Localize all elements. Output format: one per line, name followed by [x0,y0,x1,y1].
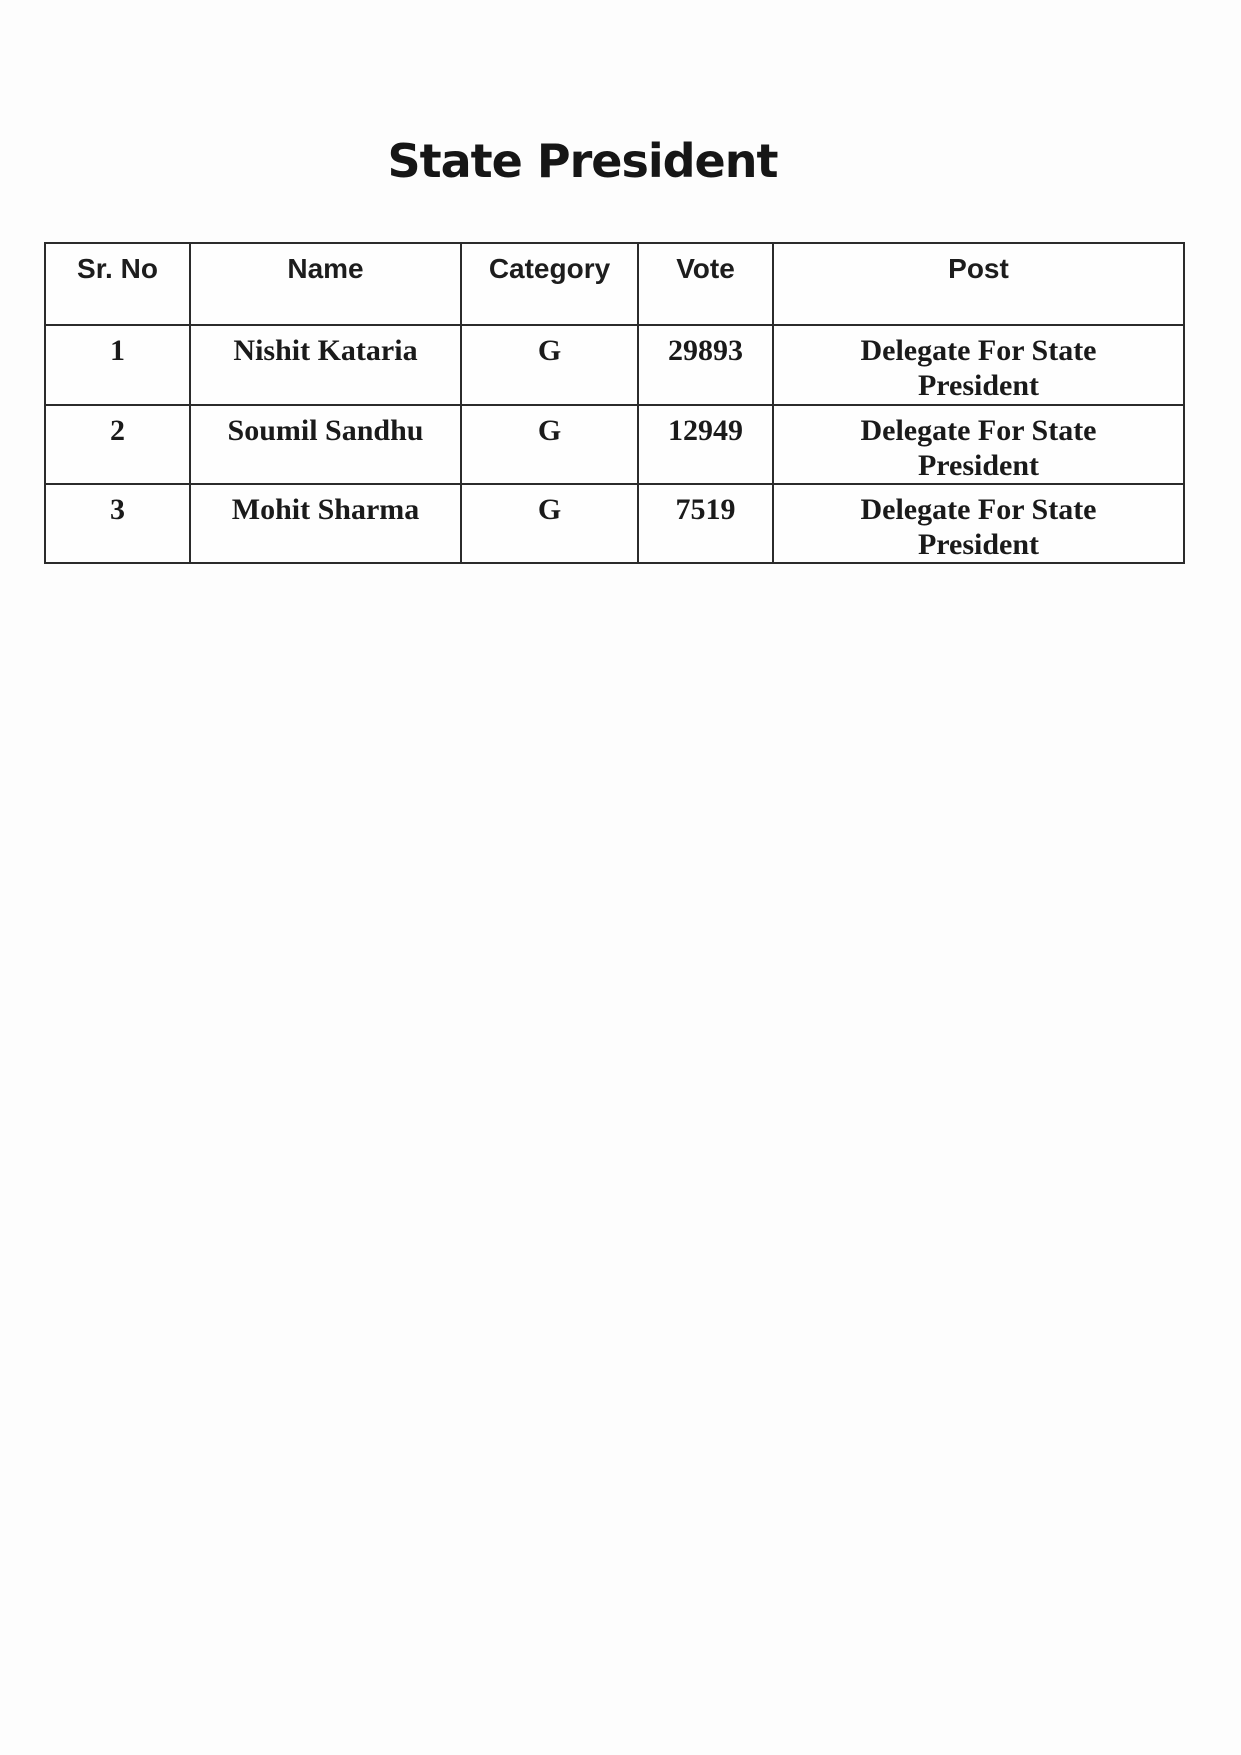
column-header-sr-no: Sr. No [45,243,190,325]
cell-name: Soumil Sandhu [190,405,461,484]
cell-category: G [461,405,638,484]
cell-category: G [461,325,638,405]
column-header-name: Name [190,243,461,325]
cell-vote: 29893 [638,325,773,405]
cell-vote: 12949 [638,405,773,484]
post-text: Delegate For State President [860,334,1097,402]
header-row [45,243,1184,325]
cell-sr-no: 1 [45,325,190,405]
cell-post [773,405,1184,484]
cell-vote: 7519 [638,484,773,563]
cell-post [773,484,1184,563]
cell-sr-no: 3 [45,484,190,563]
post-text: Delegate For State President [860,414,1097,482]
cell-sr-no: 2 [45,405,190,484]
cell-category: G [461,484,638,563]
cell-name: Mohit Sharma [190,484,461,563]
column-header-vote: Vote [638,243,773,325]
table-row [45,484,1184,563]
table-row [45,405,1184,484]
column-header-category: Category [461,243,638,325]
page-title: State President [387,134,778,188]
column-header-post: Post [773,243,1184,325]
cell-name: Nishit Kataria [190,325,461,405]
cell-post [773,325,1184,405]
results-table [44,242,1185,564]
table-row [45,325,1184,405]
post-text: Delegate For State President [860,493,1097,561]
